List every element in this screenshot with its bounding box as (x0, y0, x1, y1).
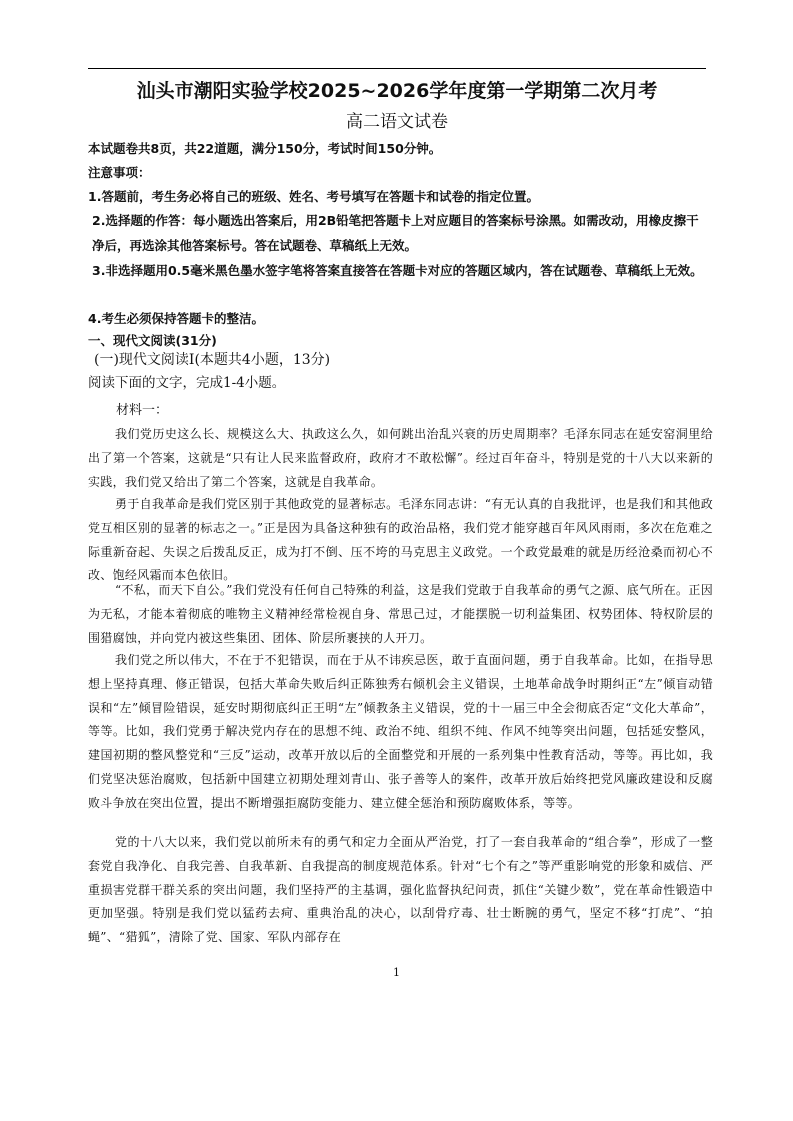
top-rule (88, 68, 706, 69)
note-item: 1.答题前，考生务必将自己的班级、姓名、考号填写在答题卡和试卷的指定位置。 (88, 189, 539, 204)
notes-heading: 注意事项： (88, 165, 151, 180)
exam-subtitle: 高二语文试卷 (346, 112, 448, 132)
exam-intro: 本试题卷共8页，共22道题，满分150分，考试时间150分钟。 (88, 141, 442, 156)
passage-paragraph: 勇于自我革命是我们党区别于其他政党的显著标志。毛泽东同志讲：“有无认真的自我批评，也是我们和其他政党互相区别的显著的标志之一。”正是因为具备这种独有的政治品格，我们党才能穿越百年风风雨雨，多次在危难之际重新奋起、失误之后拨乱反正，成为打不倒、压不垮的马克思主义政党。一个政党最难的就是历经沧桑而初心不改、饱经风霜而本色依旧。 (88, 497, 713, 583)
passage-paragraph: 我们党历史这么长、规模这么大、执政这么久，如何跳出治乱兴衰的历史周期率？毛泽东同志在延安窑洞里给出了第一个答案，这就是“只有让人民来监督政府，政府才不敢松懈”。经过百年奋斗，特别是党的十八大以来新的实践，我们党又给出了第二个答案，这就是自我革命。 (88, 427, 713, 489)
reading-instruction: 阅读下面的文字，完成1-4小题。 (88, 375, 286, 391)
note-item: 2.选择题的作答：每小题选出答案后，用2B铅笔把答题卡上对应题目的答案标号涂黑。如需改动，用橡皮擦干净后，再选涂其他答案标号。答在试题卷、草稿纸上无效。 (92, 213, 699, 253)
passage-paragraph: 我们党之所以伟大，不在于不犯错误，而在于从不讳疾忌医，敢于直面问题，勇于自我革命。比如，在指导思想上坚持真理、修正错误，包括大革命失败后纠正陈独秀右倾机会主义错误，土地革命战争时期纠正“左”倾盲动错误和“左”倾冒险错误，延安时期彻底纠正王明“左”倾教条主义错误，党的十一届三中全会彻底否定“文化大革命”，等等。比如，我们党勇于解决党内存在的思想不纯、政治不纯、组织不纯、作风不纯等突出问题，包括延安整风，建国初期的整风整党和“三反”运动，改革开放以后的全面整党和开展的一系列集中性教育活动，等等。再比如，我们党坚决惩治腐败，包括新中国建立初期处理刘青山、张子善等人的案件，改革开放后始终把党风廉政建设和反腐败斗争放在突出位置，提出不断增强拒腐防变能力、建立健全惩治和预防腐败体系，等等。 (88, 653, 713, 810)
note-item: 4.考生必须保持答题卡的整洁。 (88, 311, 264, 326)
exam-title: 汕头市潮阳实验学校2025~2026学年度第一学期第二次月考 (136, 80, 658, 102)
passage-paragraph: 党的十八大以来，我们党以前所未有的勇气和定力全面从严治党，打了一套自我革命的“组合拳”，形成了一整套党自我净化、自我完善、自我革新、自我提高的制度规范体系。针对“七个有之”等严重影响党的形象和威信、严重损害党群干群关系的突出问题，我们坚持严的主基调，强化监督执纪问责，抓住“关键少数”，党在革命性锻造中更加坚强。特别是我们党以猛药去疴、重典治乱的决心，以刮骨疗毒、壮士断腕的勇气，坚定不移“打虎”、“拍蝇”、“猎狐”，清除了党、国家、军队内部存在 (88, 835, 713, 945)
subsection-heading: (一)现代文阅读Ⅰ(本题共4小题，13分) (94, 352, 331, 368)
passage-paragraph: “不私，而天下自公。”我们党没有任何自己特殊的利益，这是我们党敢于自我革命的勇气之源、底气所在。正因为无私，才能本着彻底的唯物主义精神经常检视自身、常思己过，才能摆脱一切利益集团、权势团体、特权阶层的围猎腐蚀，并向党内被这些集团、团体、阶层所裹挟的人开刀。 (88, 583, 713, 645)
page-number: 1 (393, 966, 400, 979)
note-item: 3.非选择题用0.5毫米黑色墨水签字笔将答案直接答在答题卡对应的答题区域内，答在试题卷、草稿纸上无效。 (92, 263, 703, 278)
section-heading: 一、现代文阅读(31分) (88, 333, 217, 348)
material-label: 材料一： (116, 403, 169, 418)
